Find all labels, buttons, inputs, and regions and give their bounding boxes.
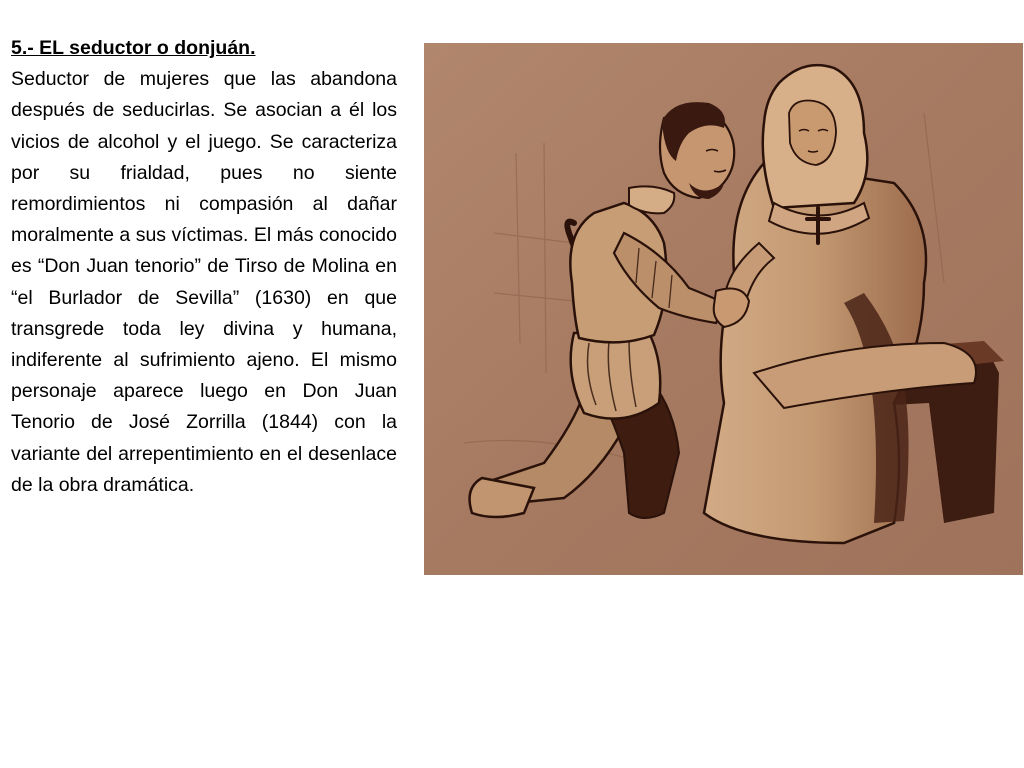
illustration-svg: [424, 43, 1023, 575]
illustration-don-juan: [424, 43, 1023, 575]
text-block: [11, 33, 397, 501]
nun-face: [789, 101, 836, 166]
slide-heading: 5.- EL seductor o donjuán.: [11, 37, 256, 59]
slide-body-text: Seductor de mujeres que las abandona después de seducirlas. Se asocian a él los vicios de alcohol y el juego. Se caracteriza por su frialdad, pues no siente remordimientos ni compasión al dañar moralmente a sus víctimas. El más conocido es “Don Juan tenorio” de Tirso de Molina en “el Burlador de Sevilla” (1630) en que transgrede toda ley divina y humana, indiferente al sufrimiento ajeno. El mismo personaje aparece luego en Don Juan Tenorio de José Zorrilla (1844) con la variante del arrepentimiento en el desenlace de la obra dramática.: [11, 68, 397, 496]
man-breeches: [571, 333, 661, 419]
